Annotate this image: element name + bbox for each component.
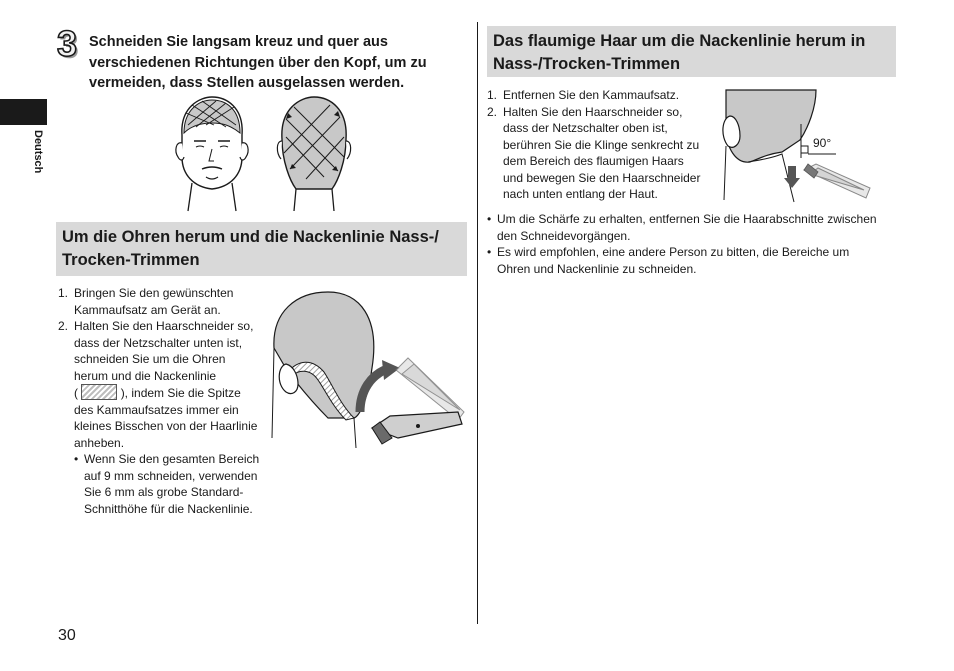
hatched-area-swatch bbox=[81, 384, 117, 400]
section-title-line: Trocken-Trimmen bbox=[62, 251, 200, 269]
step-line: vermeiden, dass Stellen ausgelassen werden. bbox=[89, 75, 405, 91]
section-title-line: Nass-/Trocken-Trimmen bbox=[493, 55, 681, 73]
item-line: dem Bereich des flaumigen Haars bbox=[503, 154, 684, 168]
language-label: Deutsch bbox=[32, 130, 44, 174]
section-title-line: Um die Ohren herum und die Nackenlinie Nass-/ bbox=[62, 228, 439, 246]
item-number: 2. bbox=[487, 104, 498, 119]
item-line: herum und die Nackenlinie bbox=[74, 368, 217, 383]
note-line: den Schneidevorgängen. bbox=[497, 228, 631, 243]
ear-trimming-illustration bbox=[268, 288, 468, 448]
item-line: Halten Sie den Haarschneider so, bbox=[503, 104, 683, 119]
step-instruction bbox=[89, 32, 454, 94]
section-title-line: Das flaumige Haar um die Nackenlinie herum in bbox=[493, 32, 866, 50]
note-item bbox=[487, 211, 907, 244]
bullet: • bbox=[487, 212, 492, 226]
item-line: anheben. bbox=[74, 435, 125, 450]
list-item bbox=[58, 318, 273, 517]
item-number: 1. bbox=[58, 286, 69, 300]
swatch-trailing-text: ), indem Sie die Spitze bbox=[120, 386, 241, 400]
language-tab-marker bbox=[0, 99, 47, 125]
note-item bbox=[74, 451, 273, 517]
neckline-notes bbox=[487, 211, 907, 277]
bullet: • bbox=[74, 452, 79, 466]
note-item bbox=[487, 244, 907, 277]
bullet: • bbox=[487, 245, 492, 259]
neckline-instruction-list bbox=[487, 87, 717, 203]
note-line: Wenn Sie den gesamten Bereich bbox=[84, 452, 260, 466]
item-line-with-swatch bbox=[74, 384, 273, 402]
item-line: Entfernen Sie den Kammaufsatz. bbox=[503, 88, 680, 102]
item-line: Halten Sie den Haarschneider so, bbox=[74, 319, 254, 333]
item-line: Bringen Sie den gewünschten bbox=[74, 286, 234, 300]
list-item bbox=[487, 87, 717, 104]
item-line: des Kammaufsatzes immer ein bbox=[74, 402, 239, 417]
item-line: nach unten entlang der Haut. bbox=[503, 187, 658, 201]
item-line: dass der Netzschalter oben ist, bbox=[503, 121, 668, 135]
ears-instruction-list bbox=[58, 285, 273, 517]
front-head-illustration bbox=[170, 95, 254, 211]
angle-label: 90° bbox=[813, 136, 832, 150]
section-heading-neckline bbox=[487, 26, 896, 77]
item-line: und bewegen Sie den Haarschneider bbox=[503, 170, 701, 185]
item-line: berühren Sie die Klinge senkrecht zu bbox=[503, 137, 700, 152]
step-number: 3 bbox=[57, 23, 78, 64]
item-line: dass der Netzschalter unten ist, bbox=[74, 335, 243, 350]
list-item bbox=[58, 285, 273, 318]
back-head-illustration bbox=[272, 95, 356, 211]
item-number: 1. bbox=[487, 88, 498, 102]
item-number: 2. bbox=[58, 319, 69, 333]
note-line: Es wird empfohlen, eine andere Person zu bitten, die Bereiche um bbox=[497, 245, 850, 259]
step-line: verschiedenen Richtungen über den Kopf, um zu bbox=[89, 54, 427, 71]
page-number: 30 bbox=[58, 627, 76, 644]
section-heading-ears bbox=[56, 222, 467, 276]
item-line: schneiden Sie um die Ohren bbox=[74, 352, 226, 366]
note-line: Um die Schärfe zu erhalten, entfernen Sie die Haarabschnitte zwischen bbox=[497, 212, 877, 226]
paren-open: ( bbox=[74, 386, 78, 400]
note-line: Schnitthöhe für die Nackenlinie. bbox=[84, 501, 253, 516]
list-item bbox=[487, 104, 717, 203]
neckline-trimming-illustration bbox=[720, 88, 870, 203]
column-divider bbox=[477, 22, 478, 624]
step-line: Schneiden Sie langsam kreuz und quer aus bbox=[89, 34, 388, 50]
note-line: Sie 6 mm als grobe Standard- bbox=[84, 485, 244, 499]
item-line: kleines Bisschen von der Haarlinie bbox=[74, 419, 258, 433]
item-line: Kammaufsatz am Gerät an. bbox=[74, 302, 221, 317]
note-line: auf 9 mm schneiden, verwenden bbox=[84, 468, 258, 483]
note-line: Ohren und Nackenlinie zu schneiden. bbox=[497, 261, 697, 276]
